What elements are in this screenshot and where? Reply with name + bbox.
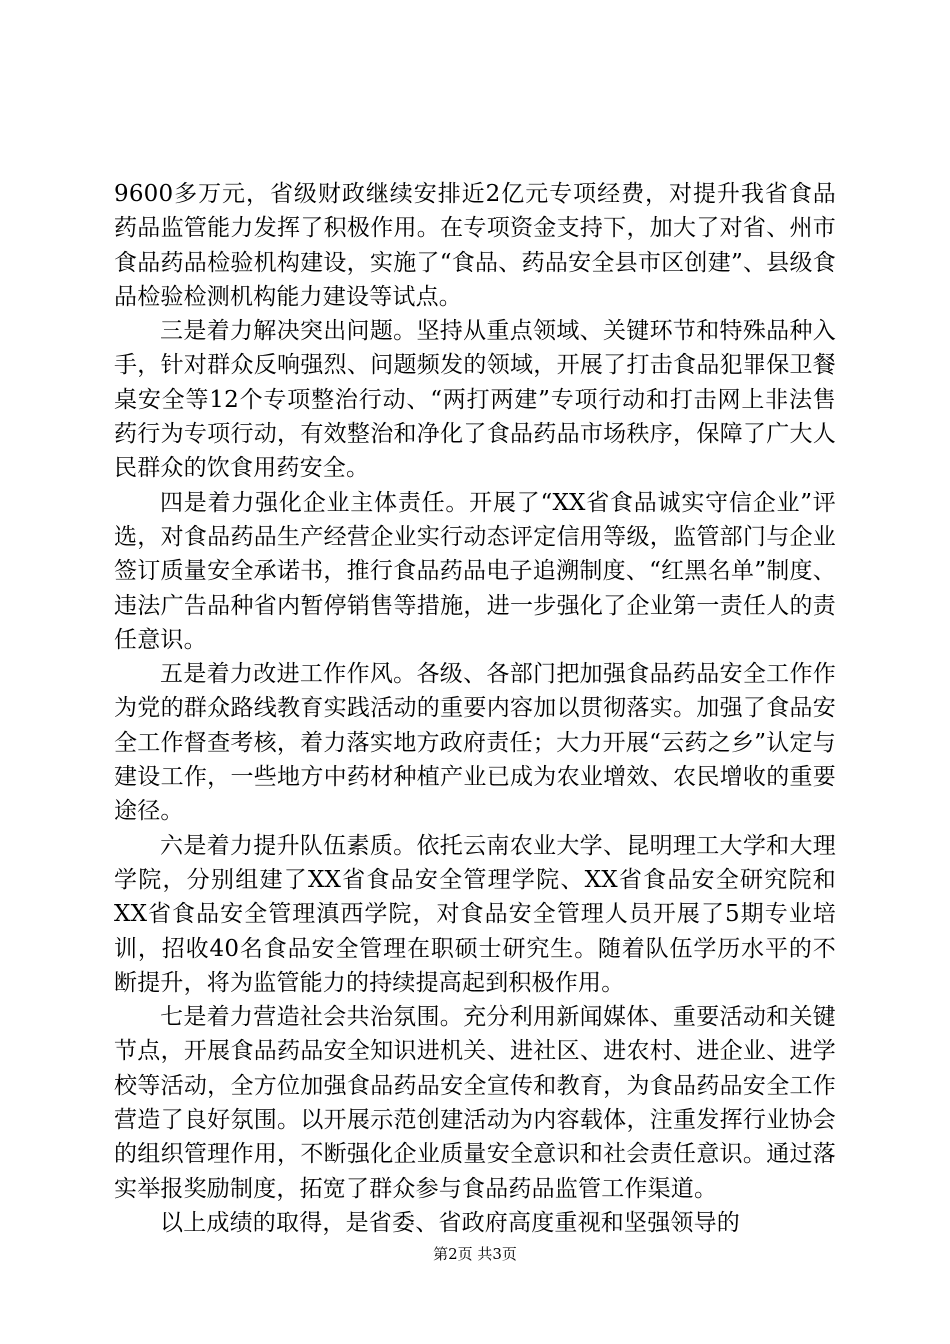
document-body	[114, 177, 836, 1240]
paragraph-continuation: 9600多万元，省级财政继续安排近2亿元专项经费，对提升我省食品药品监管能力发挥了积极作用。在专项资金支持下，加大了对省、州市食品药品检验机构建设，实施了“食品、药品安全县市区创建”、县级食品检验检测机构能力建设等试点。	[114, 181, 836, 310]
paragraph-item-7: 七是着力营造社会共治氛围。充分利用新闻媒体、重要活动和关键节点，开展食品药品安全知识进机关、进社区、进农村、进企业、进学校等活动，全方位加强食品药品安全宣传和教育，为食品药品安全工作营造了良好氛围。以开展示范创建活动为内容载体，注重发挥行业协会的组织管理作用，不断强化企业质量安全意识和社会责任意识。通过落实举报奖励制度，拓宽了群众参与食品药品监管工作渠道。	[114, 1004, 836, 1202]
page-footer: 第2页 共3页	[433, 1245, 517, 1263]
paragraph-item-6: 六是着力提升队伍素质。依托云南农业大学、昆明理工大学和大理学院，分别组建了XX省食品安全管理学院、XX省食品安全研究院和XX省食品安全管理滇西学院，对食品安全管理人员开展了5期专业培训，招收40名食品安全管理在职硕士研究生。随着队伍学历水平的不断提升，将为监管能力的持续提高起到积极作用。	[114, 832, 836, 996]
paragraph-summary: 以上成绩的取得，是省委、省政府高度重视和坚强领导的	[160, 1209, 740, 1236]
paragraph-item-3: 三是着力解决突出问题。坚持从重点领域、关键环节和特殊品种入手，针对群众反响强烈、问题频发的领域，开展了打击食品犯罪保卫餐桌安全等12个专项整治行动、“两打两建”专项行动和打击网上非法售药行为专项行动，有效整治和净化了食品药品市场秩序，保障了广大人民群众的饮食用药安全。	[114, 318, 836, 482]
paragraph-item-4: 四是着力强化企业主体责任。开展了“XX省食品诚实守信企业”评选，对食品药品生产经营企业实行动态评定信用等级，监管部门与企业签订质量安全承诺书，推行食品药品电子追溯制度、“红黑名单”制度、违法广告品种省内暂停销售等措施，进一步强化了企业第一责任人的责任意识。	[114, 489, 836, 653]
paragraph-item-5: 五是着力改进工作作风。各级、各部门把加强食品药品安全工作作为党的群众路线教育实践活动的重要内容加以贯彻落实。加强了食品安全工作督查考核，着力落实地方政府责任；大力开展“云药之乡”认定与建设工作，一些地方中药材种植产业已成为农业增效、农民增收的重要途径。	[114, 661, 836, 825]
